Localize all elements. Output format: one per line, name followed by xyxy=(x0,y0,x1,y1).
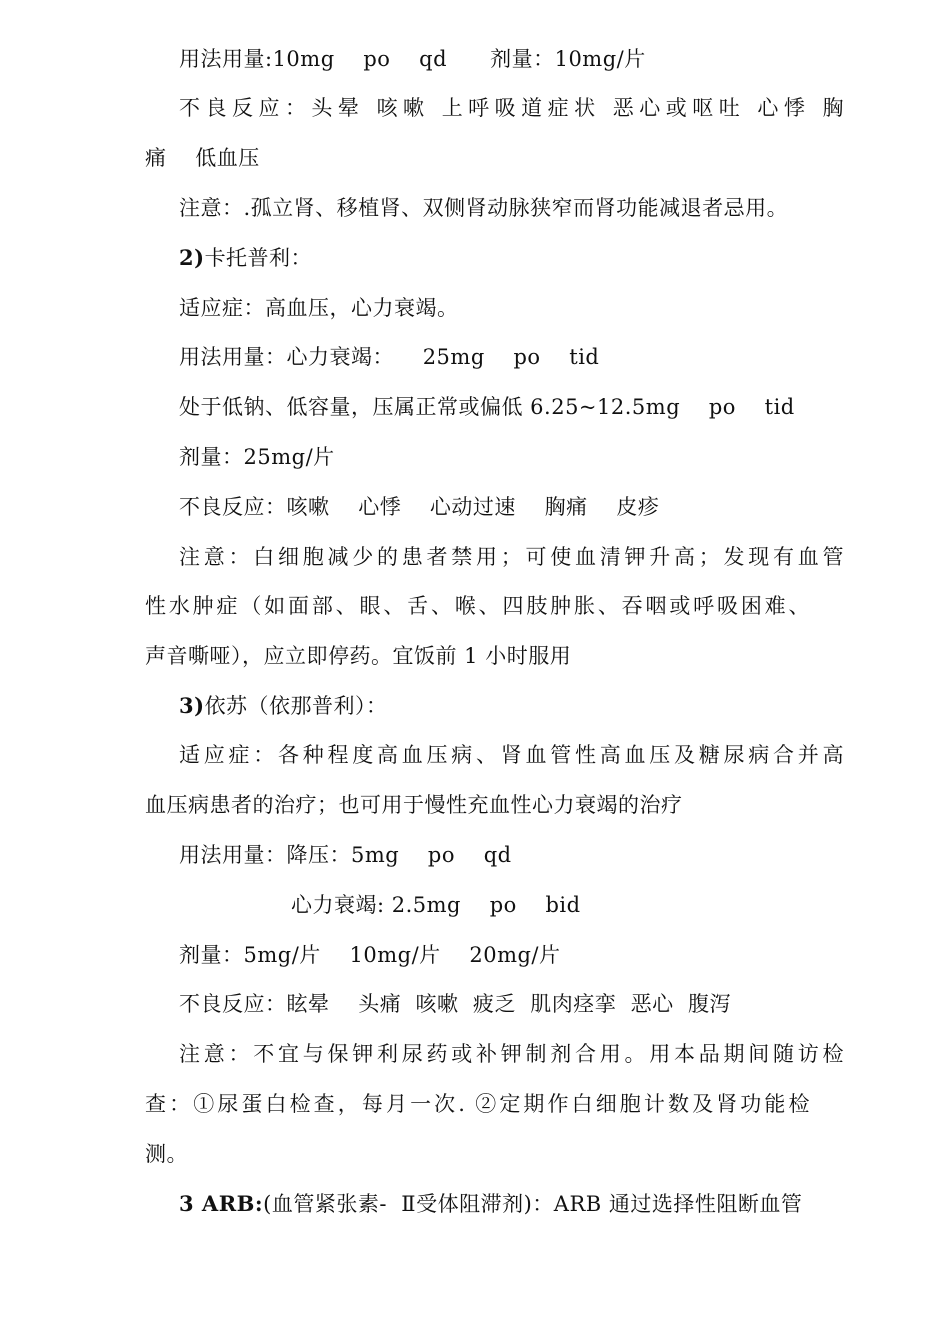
section-title: 卡托普利： xyxy=(204,246,313,270)
indication-line-3-cont: 血压病患者的治疗；也可用于慢性充血性心力衰竭的治疗 xyxy=(145,793,683,817)
adverse-reactions-line-1: 不良反应：头晕 咳嗽 上呼吸道症状 恶心或呕吐 心悸 胸 xyxy=(179,96,844,120)
section-title: (血管紧张素- Ⅱ受体阻滞剂)：ARB 通过选择性阻断血管 xyxy=(263,1192,803,1216)
dosage-line-2b: 处于低钠、低容量，压属正常或偏低 6.25~12.5mg po tid xyxy=(179,395,795,419)
caution-line-2-cont-2: 声音嘶哑），应立即停药。宜饭前 1 小时服用 xyxy=(145,644,572,668)
caution-line-2: 注意：白细胞减少的患者禁用；可使血清钾升高；发现有血管 xyxy=(179,545,844,569)
caution-line-3-cont-1: 查：①尿蛋白检查，每月一次. ②定期作白细胞计数及肾功能检 xyxy=(145,1092,810,1116)
section-number: 3) xyxy=(179,693,205,718)
section-heading-enalapril xyxy=(179,691,844,721)
section-heading-captopril xyxy=(179,243,844,273)
indication-line-2: 适应症：高血压，心力衰竭。 xyxy=(179,296,459,320)
dose-line-3: 剂量：5mg/片 10mg/片 20mg/片 xyxy=(179,943,561,967)
caution-line-1: 注意：.孤立肾、移植肾、双侧肾动脉狭窄而肾功能减退者忌用。 xyxy=(179,196,789,220)
section-title: 依苏（依那普利）： xyxy=(204,694,388,718)
dose-line-2: 剂量：25mg/片 xyxy=(179,445,335,469)
dosage-line-3: 用法用量：降压：5mg po qd xyxy=(179,843,512,867)
caution-line-3: 注意：不宜与保钾利尿药或补钾制剂合用。用本品期间随访检 xyxy=(179,1042,844,1066)
section-number: 3 ARB: xyxy=(179,1191,264,1216)
adverse-reactions-line-3: 不良反应：眩晕 头痛 咳嗽 疲乏 肌肉痉挛 恶心 腹泻 xyxy=(179,992,731,1016)
adverse-reactions-line-1-cont: 痛 低血压 xyxy=(145,146,260,170)
adverse-reactions-line-2: 不良反应：咳嗽 心悸 心动过速 胸痛 皮疹 xyxy=(179,495,660,519)
indication-line-3: 适应症：各种程度高血压病、肾血管性高血压及糖尿病合并高 xyxy=(179,743,844,767)
caution-line-2-cont-1: 性水肿症（如面部、眼、舌、喉、四肢肿胀、吞咽或呼吸困难、 xyxy=(145,594,810,618)
dosage-line-1: 用法用量:10mg po qd 剂量：10mg/片 xyxy=(179,47,646,71)
caution-line-3-cont-2: 测。 xyxy=(145,1142,188,1166)
section-heading-arb xyxy=(179,1189,844,1219)
dosage-line-2: 用法用量：心力衰竭： 25mg po tid xyxy=(179,345,600,369)
section-number: 2) xyxy=(179,245,205,270)
dosage-line-3b: 心力衰竭: 2.5mg po bid xyxy=(291,893,581,917)
